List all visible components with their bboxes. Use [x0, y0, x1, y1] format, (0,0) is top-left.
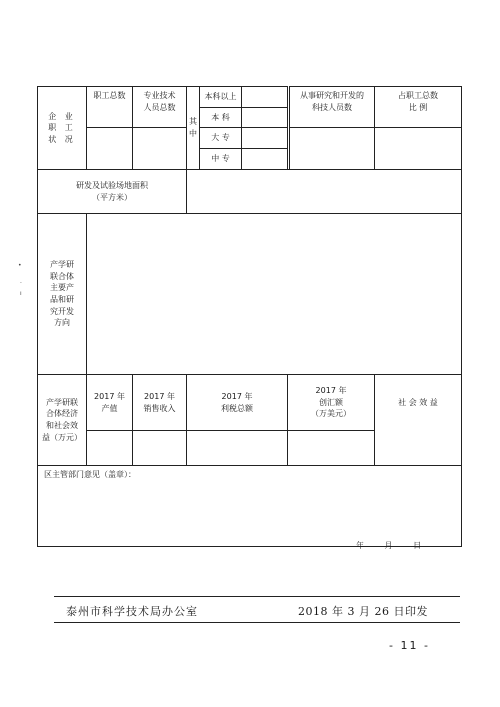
college-label	[200, 128, 242, 149]
bachelor-above-input[interactable]	[242, 87, 288, 108]
bachelor-above-label	[200, 87, 242, 108]
professional-staff-text: 专业技术 人员总数	[143, 91, 176, 112]
footer-bottom-rule	[54, 622, 460, 623]
issue-date: 2018 年 3 月 26 日印发	[298, 605, 428, 618]
district-opinion-label: 区主管部门意见（盖章）：	[44, 470, 136, 479]
college-input[interactable]	[242, 128, 288, 149]
district-opinion-box[interactable]	[38, 466, 462, 547]
rd-staff-text: 从事研究和开发的 科技人员数	[300, 91, 364, 112]
rd-staff-input[interactable]	[290, 128, 375, 170]
total-staff-text: 职工总数	[93, 91, 126, 100]
sales-income-text: 2017 年 销售收入	[143, 391, 176, 413]
among-label	[187, 87, 200, 170]
forex-input[interactable]	[288, 431, 375, 466]
sales-income-input[interactable]	[133, 431, 187, 466]
among-text: 其 中	[189, 117, 197, 138]
alliance-direction-input[interactable]	[87, 214, 462, 375]
ratio-label	[375, 87, 462, 128]
rd-staff-label	[290, 87, 375, 128]
margin-mark: •	[18, 262, 22, 269]
bachelor-above-text: 本科以上	[204, 92, 237, 102]
ratio-input[interactable]	[375, 128, 462, 170]
output-value-input[interactable]	[87, 431, 133, 466]
social-benefit-text: 社 会 效 益	[398, 398, 438, 407]
output-value-text: 2017 年 产值	[94, 391, 125, 413]
secondary-input[interactable]	[242, 149, 288, 170]
alliance-benefit-text: 产学研联 合体经济 和社会效 益（万元）	[42, 397, 82, 442]
footer-top-rule	[54, 596, 460, 597]
signature-date-line: 年 月 日	[356, 541, 422, 550]
application-form-table	[37, 86, 462, 547]
forex-text: 2017 年 创汇额 （万美元）	[311, 386, 351, 419]
alliance-direction-label	[38, 214, 87, 375]
profit-tax-label	[187, 375, 288, 431]
profit-tax-input[interactable]	[187, 431, 288, 466]
page-number: - 11 -	[389, 639, 430, 652]
secondary-text: 中 专	[211, 154, 230, 164]
margin-mark: .	[20, 278, 22, 285]
rd-area-input[interactable]	[187, 170, 462, 214]
output-value-label	[87, 375, 133, 431]
bachelor-input[interactable]	[242, 108, 288, 128]
ratio-text: 占职工总数 比 例	[398, 91, 438, 112]
professional-staff-input[interactable]	[133, 128, 187, 170]
issuing-office: 泰州市科学技术局办公室	[66, 605, 198, 618]
professional-staff-label	[133, 87, 187, 128]
alliance-benefit-label	[38, 375, 87, 466]
social-benefit-label	[375, 375, 462, 466]
college-text: 大 专	[211, 133, 230, 143]
secondary-label	[200, 149, 242, 170]
bachelor-text: 本 科	[211, 112, 230, 122]
margin-mark: ı	[20, 290, 22, 297]
enterprise-staff-status-label	[38, 87, 87, 170]
total-staff-label	[87, 87, 133, 128]
enterprise-staff-status-text: 企 业 职 工 状 况	[48, 111, 76, 144]
total-staff-input[interactable]	[87, 128, 133, 170]
bachelor-label	[200, 108, 242, 128]
forex-label	[288, 375, 375, 431]
profit-tax-text: 2017 年 利税总额	[221, 391, 253, 413]
rd-area-label	[38, 170, 187, 214]
alliance-direction-text: 产学研 联合体 主要产 品和研 究开发 方向	[50, 260, 74, 328]
rd-area-text: 研发及试验场地面积 （平方米）	[76, 180, 148, 202]
sales-income-label	[133, 375, 187, 431]
